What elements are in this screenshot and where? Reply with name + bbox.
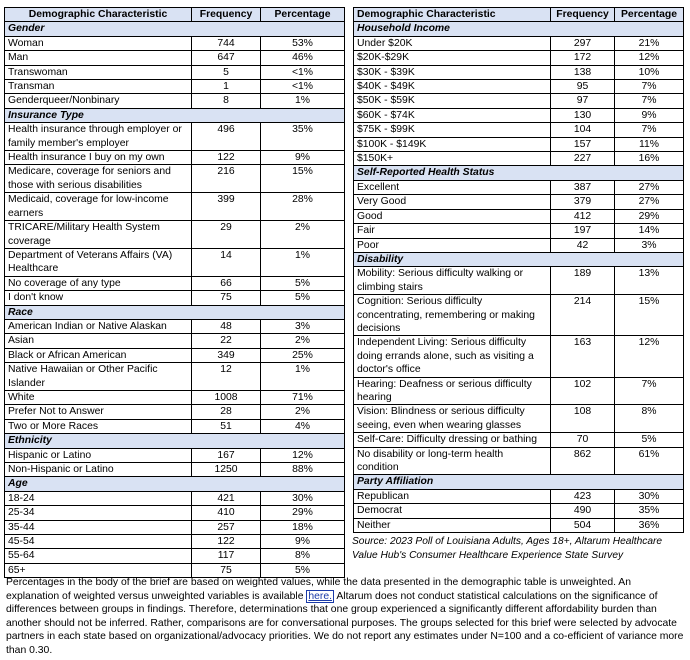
table-row bbox=[354, 36, 684, 50]
characteristic-cell: $75K - $99K bbox=[354, 123, 551, 137]
characteristic-cell: $40K - $49K bbox=[354, 80, 551, 94]
table-row bbox=[5, 405, 345, 419]
characteristic-cell: Very Good bbox=[354, 195, 551, 209]
characteristic-cell: Health insurance I buy on my own bbox=[5, 151, 192, 165]
table-header-row bbox=[5, 8, 345, 22]
frequency-cell: 14 bbox=[192, 248, 261, 276]
characteristic-cell: 65+ bbox=[5, 563, 192, 577]
section-row bbox=[354, 22, 684, 36]
frequency-cell: 379 bbox=[551, 195, 615, 209]
section-row bbox=[5, 477, 345, 491]
table-row bbox=[5, 319, 345, 333]
table-row bbox=[5, 248, 345, 276]
characteristic-cell: No coverage of any type bbox=[5, 276, 192, 290]
table-row bbox=[5, 390, 345, 404]
table-row bbox=[354, 80, 684, 94]
table-row bbox=[5, 334, 345, 348]
section-heading: Self-Reported Health Status bbox=[354, 166, 684, 180]
characteristic-cell: $50K - $59K bbox=[354, 94, 551, 108]
percentage-cell: 30% bbox=[261, 491, 345, 505]
frequency-cell: 22 bbox=[192, 334, 261, 348]
table-row bbox=[354, 238, 684, 252]
percentage-cell: 8% bbox=[261, 549, 345, 563]
characteristic-cell: Self-Care: Difficulty dressing or bathing bbox=[354, 433, 551, 447]
table-row bbox=[354, 137, 684, 151]
table-row bbox=[354, 51, 684, 65]
characteristic-cell: 18-24 bbox=[5, 491, 192, 505]
table-row bbox=[5, 80, 345, 94]
frequency-cell: 167 bbox=[192, 448, 261, 462]
table-row bbox=[354, 224, 684, 238]
frequency-cell: 97 bbox=[551, 94, 615, 108]
percentage-cell: 30% bbox=[615, 489, 684, 503]
table-row bbox=[5, 549, 345, 563]
table-row bbox=[5, 165, 345, 193]
frequency-cell: 108 bbox=[551, 405, 615, 433]
characteristic-cell: No disability or long-term health condition bbox=[354, 447, 551, 475]
characteristic-cell: $20K-$29K bbox=[354, 51, 551, 65]
frequency-cell: 51 bbox=[192, 419, 261, 433]
section-row bbox=[354, 166, 684, 180]
characteristic-cell: Woman bbox=[5, 36, 192, 50]
characteristic-cell: $30K - $39K bbox=[354, 65, 551, 79]
percentage-cell: 9% bbox=[261, 151, 345, 165]
header-frequency: Frequency bbox=[192, 8, 261, 22]
percentage-cell: 12% bbox=[615, 51, 684, 65]
section-row bbox=[5, 434, 345, 448]
section-heading: Insurance Type bbox=[5, 108, 345, 122]
percentage-cell: 9% bbox=[261, 535, 345, 549]
frequency-cell: 172 bbox=[551, 51, 615, 65]
table-row bbox=[5, 506, 345, 520]
percentage-cell: 36% bbox=[615, 518, 684, 532]
percentage-cell: 12% bbox=[615, 336, 684, 377]
frequency-cell: 28 bbox=[192, 405, 261, 419]
table-row bbox=[5, 491, 345, 505]
characteristic-cell: Good bbox=[354, 209, 551, 223]
table-row bbox=[354, 377, 684, 405]
frequency-cell: 104 bbox=[551, 123, 615, 137]
left-table-body bbox=[5, 22, 345, 578]
percentage-cell: 1% bbox=[261, 94, 345, 108]
percentage-cell: 61% bbox=[615, 447, 684, 475]
frequency-cell: 163 bbox=[551, 336, 615, 377]
table-row bbox=[5, 36, 345, 50]
frequency-cell: 5 bbox=[192, 65, 261, 79]
percentage-cell: 9% bbox=[615, 108, 684, 122]
frequency-cell: 504 bbox=[551, 518, 615, 532]
characteristic-cell: White bbox=[5, 390, 192, 404]
characteristic-cell: Man bbox=[5, 51, 192, 65]
percentage-cell: 27% bbox=[615, 195, 684, 209]
section-heading: Household Income bbox=[354, 22, 684, 36]
percentage-cell: 4% bbox=[261, 419, 345, 433]
frequency-cell: 95 bbox=[551, 80, 615, 94]
table-header-row bbox=[354, 8, 684, 22]
characteristic-cell: 45-54 bbox=[5, 535, 192, 549]
percentage-cell: 8% bbox=[615, 405, 684, 433]
percentage-cell: 2% bbox=[261, 405, 345, 419]
table-row bbox=[354, 152, 684, 166]
frequency-cell: 189 bbox=[551, 267, 615, 295]
frequency-cell: 197 bbox=[551, 224, 615, 238]
frequency-cell: 227 bbox=[551, 152, 615, 166]
frequency-cell: 399 bbox=[192, 193, 261, 221]
frequency-cell: 496 bbox=[192, 123, 261, 151]
table-row bbox=[5, 419, 345, 433]
frequency-cell: 157 bbox=[551, 137, 615, 151]
percentage-cell: 7% bbox=[615, 80, 684, 94]
percentage-cell: 5% bbox=[615, 433, 684, 447]
header-percentage: Percentage bbox=[615, 8, 684, 22]
frequency-cell: 421 bbox=[192, 491, 261, 505]
percentage-cell: 28% bbox=[261, 193, 345, 221]
percentage-cell: 46% bbox=[261, 51, 345, 65]
characteristic-cell: Hearing: Deafness or serious difficulty hearing bbox=[354, 377, 551, 405]
characteristic-cell: $100K - $149K bbox=[354, 137, 551, 151]
table-row bbox=[354, 336, 684, 377]
percentage-cell: <1% bbox=[261, 80, 345, 94]
frequency-cell: 257 bbox=[192, 520, 261, 534]
demographics-table-right bbox=[353, 7, 684, 533]
table-row bbox=[354, 180, 684, 194]
percentage-cell: 5% bbox=[261, 563, 345, 577]
frequency-cell: 744 bbox=[192, 36, 261, 50]
percentage-cell: 16% bbox=[615, 152, 684, 166]
characteristic-cell: 35-44 bbox=[5, 520, 192, 534]
characteristic-cell: Asian bbox=[5, 334, 192, 348]
characteristic-cell: Health insurance through employer or family member's employer bbox=[5, 123, 192, 151]
percentage-cell: 15% bbox=[615, 295, 684, 336]
table-row bbox=[354, 267, 684, 295]
table-row bbox=[5, 535, 345, 549]
section-row bbox=[5, 22, 345, 36]
percentage-cell: 35% bbox=[615, 504, 684, 518]
frequency-cell: 216 bbox=[192, 165, 261, 193]
header-frequency: Frequency bbox=[551, 8, 615, 22]
percentage-cell: 35% bbox=[261, 123, 345, 151]
percentage-cell: 7% bbox=[615, 123, 684, 137]
note-text-after: Altarum does not conduct statistical calculations on the significance of differences between groups in findings. Therefore, determinations that one group experienced a significantly different affordability burden than another should not be inferred. Rather, comparisons are for conversational purposes. The groups selected for this brief were selected by advocate partners in each state based on organizational/advocacy priorities. We do not report any estimates under N=100 and a co-efficient of variance more than 0.30. bbox=[6, 590, 684, 656]
section-heading: Race bbox=[5, 305, 345, 319]
percentage-cell: 1% bbox=[261, 248, 345, 276]
table-row bbox=[5, 363, 345, 391]
characteristic-cell: 25-34 bbox=[5, 506, 192, 520]
percentage-cell: 7% bbox=[615, 377, 684, 405]
percentage-cell: 1% bbox=[261, 363, 345, 391]
frequency-cell: 29 bbox=[192, 221, 261, 249]
table-row bbox=[5, 463, 345, 477]
table-row bbox=[5, 65, 345, 79]
table-row bbox=[354, 447, 684, 475]
characteristic-cell: Hispanic or Latino bbox=[5, 448, 192, 462]
frequency-cell: 42 bbox=[551, 238, 615, 252]
characteristic-cell: $150K+ bbox=[354, 152, 551, 166]
characteristic-cell: Black or African American bbox=[5, 348, 192, 362]
table-row bbox=[5, 94, 345, 108]
section-heading: Ethnicity bbox=[5, 434, 345, 448]
frequency-cell: 75 bbox=[192, 563, 261, 577]
percentage-cell: 15% bbox=[261, 165, 345, 193]
percentage-cell: 27% bbox=[615, 180, 684, 194]
frequency-cell: 8 bbox=[192, 94, 261, 108]
section-row bbox=[354, 252, 684, 266]
frequency-cell: 423 bbox=[551, 489, 615, 503]
characteristic-cell: Prefer Not to Answer bbox=[5, 405, 192, 419]
percentage-cell: 13% bbox=[615, 267, 684, 295]
table-row bbox=[354, 65, 684, 79]
frequency-cell: 138 bbox=[551, 65, 615, 79]
frequency-cell: 1008 bbox=[192, 390, 261, 404]
characteristic-cell: Two or More Races bbox=[5, 419, 192, 433]
percentage-cell: 10% bbox=[615, 65, 684, 79]
percentage-cell: 12% bbox=[261, 448, 345, 462]
table-row bbox=[5, 123, 345, 151]
section-heading: Party Affiliation bbox=[354, 475, 684, 489]
table-row bbox=[5, 51, 345, 65]
percentage-cell: 5% bbox=[261, 291, 345, 305]
frequency-cell: 1250 bbox=[192, 463, 261, 477]
table-row bbox=[354, 295, 684, 336]
table-row bbox=[5, 151, 345, 165]
here-link[interactable]: here. bbox=[308, 590, 333, 602]
characteristic-cell: American Indian or Native Alaskan bbox=[5, 319, 192, 333]
frequency-cell: 48 bbox=[192, 319, 261, 333]
note-text-before: Percentages in the body of the brief are based on weighted values, while the data presented in the demographic table is unweighted. An explanation of weighted versus unweighted variables is available bbox=[6, 577, 632, 602]
characteristic-cell: Vision: Blindness or serious difficulty seeing, even when wearing glasses bbox=[354, 405, 551, 433]
characteristic-cell: Medicare, coverage for seniors and those with serious disabilities bbox=[5, 165, 192, 193]
percentage-cell: 29% bbox=[615, 209, 684, 223]
frequency-cell: 214 bbox=[551, 295, 615, 336]
characteristic-cell: Neither bbox=[354, 518, 551, 532]
frequency-cell: 12 bbox=[192, 363, 261, 391]
table-row bbox=[354, 108, 684, 122]
characteristic-cell: Democrat bbox=[354, 504, 551, 518]
percentage-cell: 29% bbox=[261, 506, 345, 520]
source-citation: Source: 2023 Poll of Louisiana Adults, Ages 18+, Altarum Healthcare Value Hub's Consumer Healthcare Experience State Survey bbox=[352, 536, 663, 561]
table-row bbox=[354, 433, 684, 447]
frequency-cell: 75 bbox=[192, 291, 261, 305]
table-row bbox=[5, 221, 345, 249]
characteristic-cell: $60K - $74K bbox=[354, 108, 551, 122]
characteristic-cell: Transman bbox=[5, 80, 192, 94]
frequency-cell: 130 bbox=[551, 108, 615, 122]
characteristic-cell: TRICARE/Military Health System coverage bbox=[5, 221, 192, 249]
percentage-cell: 14% bbox=[615, 224, 684, 238]
characteristic-cell: Department of Veterans Affairs (VA) Healthcare bbox=[5, 248, 192, 276]
characteristic-cell: Mobility: Serious difficulty walking or climbing stairs bbox=[354, 267, 551, 295]
frequency-cell: 102 bbox=[551, 377, 615, 405]
percentage-cell: <1% bbox=[261, 65, 345, 79]
percentage-cell: 71% bbox=[261, 390, 345, 404]
frequency-cell: 862 bbox=[551, 447, 615, 475]
section-row bbox=[5, 305, 345, 319]
frequency-cell: 387 bbox=[551, 180, 615, 194]
percentage-cell: 21% bbox=[615, 36, 684, 50]
characteristic-cell: Medicaid, coverage for low-income earners bbox=[5, 193, 192, 221]
frequency-cell: 297 bbox=[551, 36, 615, 50]
section-row bbox=[5, 108, 345, 122]
percentage-cell: 2% bbox=[261, 221, 345, 249]
characteristic-cell: Transwoman bbox=[5, 65, 192, 79]
section-heading: Age bbox=[5, 477, 345, 491]
table-row bbox=[5, 276, 345, 290]
percentage-cell: 25% bbox=[261, 348, 345, 362]
characteristic-cell: Native Hawaiian or Other Pacific Islander bbox=[5, 363, 192, 391]
table-row bbox=[354, 518, 684, 532]
characteristic-cell: Republican bbox=[354, 489, 551, 503]
right-table-body bbox=[354, 22, 684, 533]
header-characteristic: Demographic Characteristic bbox=[5, 8, 192, 22]
header-characteristic: Demographic Characteristic bbox=[354, 8, 551, 22]
characteristic-cell: Under $20K bbox=[354, 36, 551, 50]
characteristic-cell: I don't know bbox=[5, 291, 192, 305]
percentage-cell: 7% bbox=[615, 94, 684, 108]
frequency-cell: 412 bbox=[551, 209, 615, 223]
table-row bbox=[354, 209, 684, 223]
percentage-cell: 3% bbox=[261, 319, 345, 333]
demographics-table-left bbox=[4, 7, 345, 578]
frequency-cell: 490 bbox=[551, 504, 615, 518]
table-row bbox=[354, 123, 684, 137]
percentage-cell: 3% bbox=[615, 238, 684, 252]
frequency-cell: 66 bbox=[192, 276, 261, 290]
section-heading: Gender bbox=[5, 22, 345, 36]
frequency-cell: 122 bbox=[192, 151, 261, 165]
section-heading: Disability bbox=[354, 252, 684, 266]
table-row bbox=[354, 405, 684, 433]
table-row bbox=[354, 94, 684, 108]
section-row bbox=[354, 475, 684, 489]
characteristic-cell: Excellent bbox=[354, 180, 551, 194]
percentage-cell: 5% bbox=[261, 276, 345, 290]
table-row bbox=[5, 348, 345, 362]
table-row bbox=[354, 504, 684, 518]
frequency-cell: 1 bbox=[192, 80, 261, 94]
frequency-cell: 349 bbox=[192, 348, 261, 362]
table-row bbox=[5, 520, 345, 534]
percentage-cell: 18% bbox=[261, 520, 345, 534]
characteristic-cell: Fair bbox=[354, 224, 551, 238]
table-row bbox=[5, 193, 345, 221]
percentage-cell: 11% bbox=[615, 137, 684, 151]
frequency-cell: 410 bbox=[192, 506, 261, 520]
percentage-cell: 88% bbox=[261, 463, 345, 477]
characteristic-cell: Cognition: Serious difficulty concentrating, remembering or making decisions bbox=[354, 295, 551, 336]
percentage-cell: 53% bbox=[261, 36, 345, 50]
percentage-cell: 2% bbox=[261, 334, 345, 348]
frequency-cell: 117 bbox=[192, 549, 261, 563]
characteristic-cell: Genderqueer/Nonbinary bbox=[5, 94, 192, 108]
table-row bbox=[354, 195, 684, 209]
characteristic-cell: Non-Hispanic or Latino bbox=[5, 463, 192, 477]
characteristic-cell: 55-64 bbox=[5, 549, 192, 563]
frequency-cell: 70 bbox=[551, 433, 615, 447]
methodology-note bbox=[6, 576, 684, 658]
table-row bbox=[354, 489, 684, 503]
characteristic-cell: Independent Living: Serious difficulty doing errands alone, such as visiting a doctor's office bbox=[354, 336, 551, 377]
characteristic-cell: Poor bbox=[354, 238, 551, 252]
table-row bbox=[5, 448, 345, 462]
frequency-cell: 647 bbox=[192, 51, 261, 65]
frequency-cell: 122 bbox=[192, 535, 261, 549]
header-percentage: Percentage bbox=[261, 8, 345, 22]
table-row bbox=[5, 291, 345, 305]
